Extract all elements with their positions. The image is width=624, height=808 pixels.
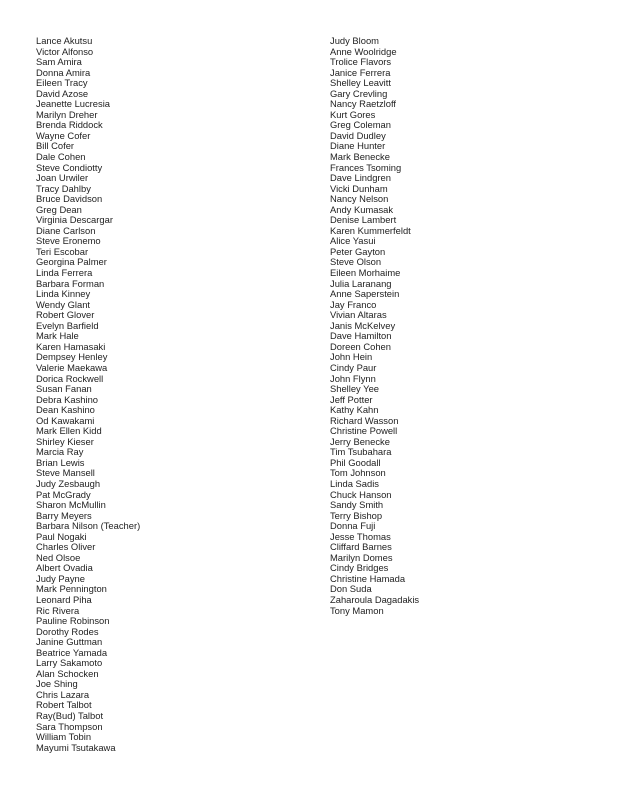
name-entry: Christine Hamada (330, 572, 406, 584)
name-list-right-column (330, 36, 419, 616)
name-entry: Anne Saperstein (330, 288, 400, 300)
name-entry: Diane Hunter (330, 140, 386, 152)
name-entry: David Dudley (330, 129, 386, 141)
name-entry: Ned Olsoe (36, 551, 81, 563)
name-entry: Kurt Gores (330, 108, 376, 120)
name-entry: Linda Ferrera (36, 267, 93, 279)
name-entry: Tony Mamon (330, 604, 384, 616)
name-entry: Dorothy Rodes (36, 625, 99, 637)
name-entry: Donna Fuji (330, 520, 376, 532)
name-entry: Valerie Maekawa (36, 361, 108, 373)
name-entry: Chris Lazara (36, 688, 90, 700)
name-entry: Dave Lindgren (330, 172, 391, 184)
name-entry: Ric Rivera (36, 604, 80, 616)
name-entry: Barry Meyers (36, 509, 92, 521)
name-entry: Pat McGrady (36, 488, 91, 500)
name-entry: Sandy Smith (330, 499, 384, 511)
name-entry: Jay Franco (330, 298, 377, 310)
name-entry: Vivian Altaras (330, 309, 387, 321)
name-entry: Tracy Dahlby (36, 182, 91, 194)
name-entry: Cindy Paur (330, 361, 377, 373)
name-entry: Alan Schocken (36, 667, 99, 679)
name-entry: Lance Akutsu (36, 35, 93, 46)
name-entry: Judy Zesbaugh (36, 477, 101, 489)
name-entry: Donna Amira (36, 66, 91, 78)
name-entry: Marilyn Dreher (36, 108, 98, 120)
name-entry: Beatrice Yamada (36, 646, 108, 658)
name-entry: Tim Tsubahara (330, 446, 392, 458)
name-entry: Wayne Cofer (36, 129, 91, 141)
name-entry: Od Kawakami (36, 414, 95, 426)
name-entry: John Flynn (330, 372, 376, 384)
name-entry: Alice Yasui (330, 235, 376, 247)
name-entry: Mark Pennington (36, 583, 107, 595)
name-entry: Teri Escobar (36, 245, 89, 257)
name-entry: John Hein (330, 351, 373, 363)
name-entry: Shelley Leavitt (330, 77, 391, 89)
name-entry: Dorica Rockwell (36, 372, 104, 384)
name-entry: Evelyn Barfield (36, 319, 99, 331)
name-entry: Steve Eronemo (36, 235, 101, 247)
name-entry: Sharon McMullin (36, 499, 106, 511)
name-entry: Larry Sakamoto (36, 657, 103, 669)
name-entry: Judy Bloom (330, 35, 379, 46)
name-entry: Peter Gayton (330, 245, 386, 257)
name-entry: Phil Goodall (330, 456, 381, 468)
name-entry: Diane Carlson (36, 224, 96, 236)
name-entry: Linda Sadis (330, 477, 379, 489)
name-entry: Dean Kashino (36, 404, 95, 416)
name-entry: Janis McKelvey (330, 319, 396, 331)
name-entry: Nancy Nelson (330, 193, 389, 205)
name-entry: Terry Bishop (330, 509, 383, 521)
name-entry: Mayumi Tsutakawa (36, 741, 116, 753)
name-entry: Janine Guttman (36, 636, 103, 648)
name-entry: Virginia Descargar (36, 214, 113, 226)
name-entry: David Azose (36, 87, 89, 99)
name-entry: Denise Lambert (330, 214, 397, 226)
name-entry: Steve Condiotty (36, 161, 103, 173)
name-entry: Karen Kummerfeldt (330, 224, 411, 236)
name-entry: Jesse Thomas (330, 530, 391, 542)
name-entry: Anne Woolridge (330, 45, 397, 57)
name-entry: Mark Ellen Kidd (36, 425, 102, 437)
name-entry: Don Suda (330, 583, 372, 595)
name-entry: Judy Payne (36, 572, 85, 584)
name-entry: Cindy Bridges (330, 562, 389, 574)
name-entry: Eileen Morhaime (330, 267, 401, 279)
name-entry: Jeff Potter (330, 393, 373, 405)
name-entry: Sam Amira (36, 56, 82, 68)
name-entry: Brian Lewis (36, 456, 85, 468)
name-entry: Dale Cohen (36, 151, 86, 163)
name-entry: Julia Laranang (330, 277, 392, 289)
name-entry: Marilyn Domes (330, 551, 393, 563)
name-entry: Greg Dean (36, 203, 82, 215)
name-entry: Zaharoula Dagadakis (330, 593, 420, 605)
name-entry: Wendy Glant (36, 298, 91, 310)
name-entry: Mark Benecke (330, 151, 390, 163)
name-entry: Sara Thompson (36, 720, 103, 732)
name-entry: Janice Ferrera (330, 66, 391, 78)
name-entry: Greg Coleman (330, 119, 391, 131)
name-entry: Bruce Davidson (36, 193, 103, 205)
name-entry: Chuck Hanson (330, 488, 392, 500)
name-entry: Mark Hale (36, 330, 79, 342)
name-entry: Dempsey Henley (36, 351, 108, 363)
name-entry: Joe Shing (36, 678, 78, 690)
name-entry: Steve Olson (330, 256, 382, 268)
name-entry: Robert Glover (36, 309, 95, 321)
name-entry: Vicki Dunham (330, 182, 388, 194)
name-entry: Richard Wasson (330, 414, 399, 426)
name-entry: Gary Crevling (330, 87, 388, 99)
name-entry: Linda Kinney (36, 288, 91, 300)
name-entry: William Tobin (36, 731, 92, 743)
name-entry: Ray(Bud) Talbot (36, 710, 104, 721)
name-entry: Joan Urwiler (36, 172, 89, 184)
name-entry: Doreen Cohen (330, 340, 391, 352)
name-entry: Debra Kashino (36, 393, 99, 405)
name-entry: Marcia Ray (36, 446, 84, 458)
name-entry: Charles Oliver (36, 541, 96, 553)
name-entry: Barbara Nilson (Teacher) (36, 520, 141, 532)
name-entry: Andy Kumasak (330, 203, 394, 215)
name-entry: Jerry Benecke (330, 435, 390, 447)
name-entry: Shelley Yee (330, 383, 380, 395)
name-entry: Robert Talbot (36, 699, 92, 711)
name-entry: Frances Tsoming (330, 161, 402, 173)
name-entry: Karen Hamasaki (36, 340, 106, 352)
name-entry: Nancy Raetzloff (330, 98, 397, 110)
name-entry: Christine Powell (330, 425, 398, 437)
name-entry: Bill Cofer (36, 140, 75, 152)
name-entry: Georgina Palmer (36, 256, 107, 268)
name-entry: Pauline Robinson (36, 615, 110, 627)
name-entry: Leonard Piha (36, 593, 92, 605)
name-entry: Eileen Tracy (36, 77, 88, 89)
name-entry: Susan Fanan (36, 383, 92, 395)
name-entry: Victor Alfonso (36, 45, 94, 57)
name-entry: Trolice Flavors (330, 56, 392, 68)
name-entry: Kathy Kahn (330, 404, 379, 416)
name-entry: Paul Nogaki (36, 530, 87, 542)
name-entry: Brenda Riddock (36, 119, 103, 131)
name-entry: Tom Johnson (330, 467, 386, 479)
name-entry: Dave Hamilton (330, 330, 392, 342)
name-entry: Jeanette Lucresia (36, 98, 111, 110)
name-entry: Albert Ovadia (36, 562, 93, 574)
name-entry: Cliffard Barnes (330, 541, 392, 553)
name-entry: Barbara Forman (36, 277, 105, 289)
name-entry: Steve Mansell (36, 467, 95, 479)
name-list-left-column (36, 36, 140, 753)
name-entry: Shirley Kieser (36, 435, 94, 447)
